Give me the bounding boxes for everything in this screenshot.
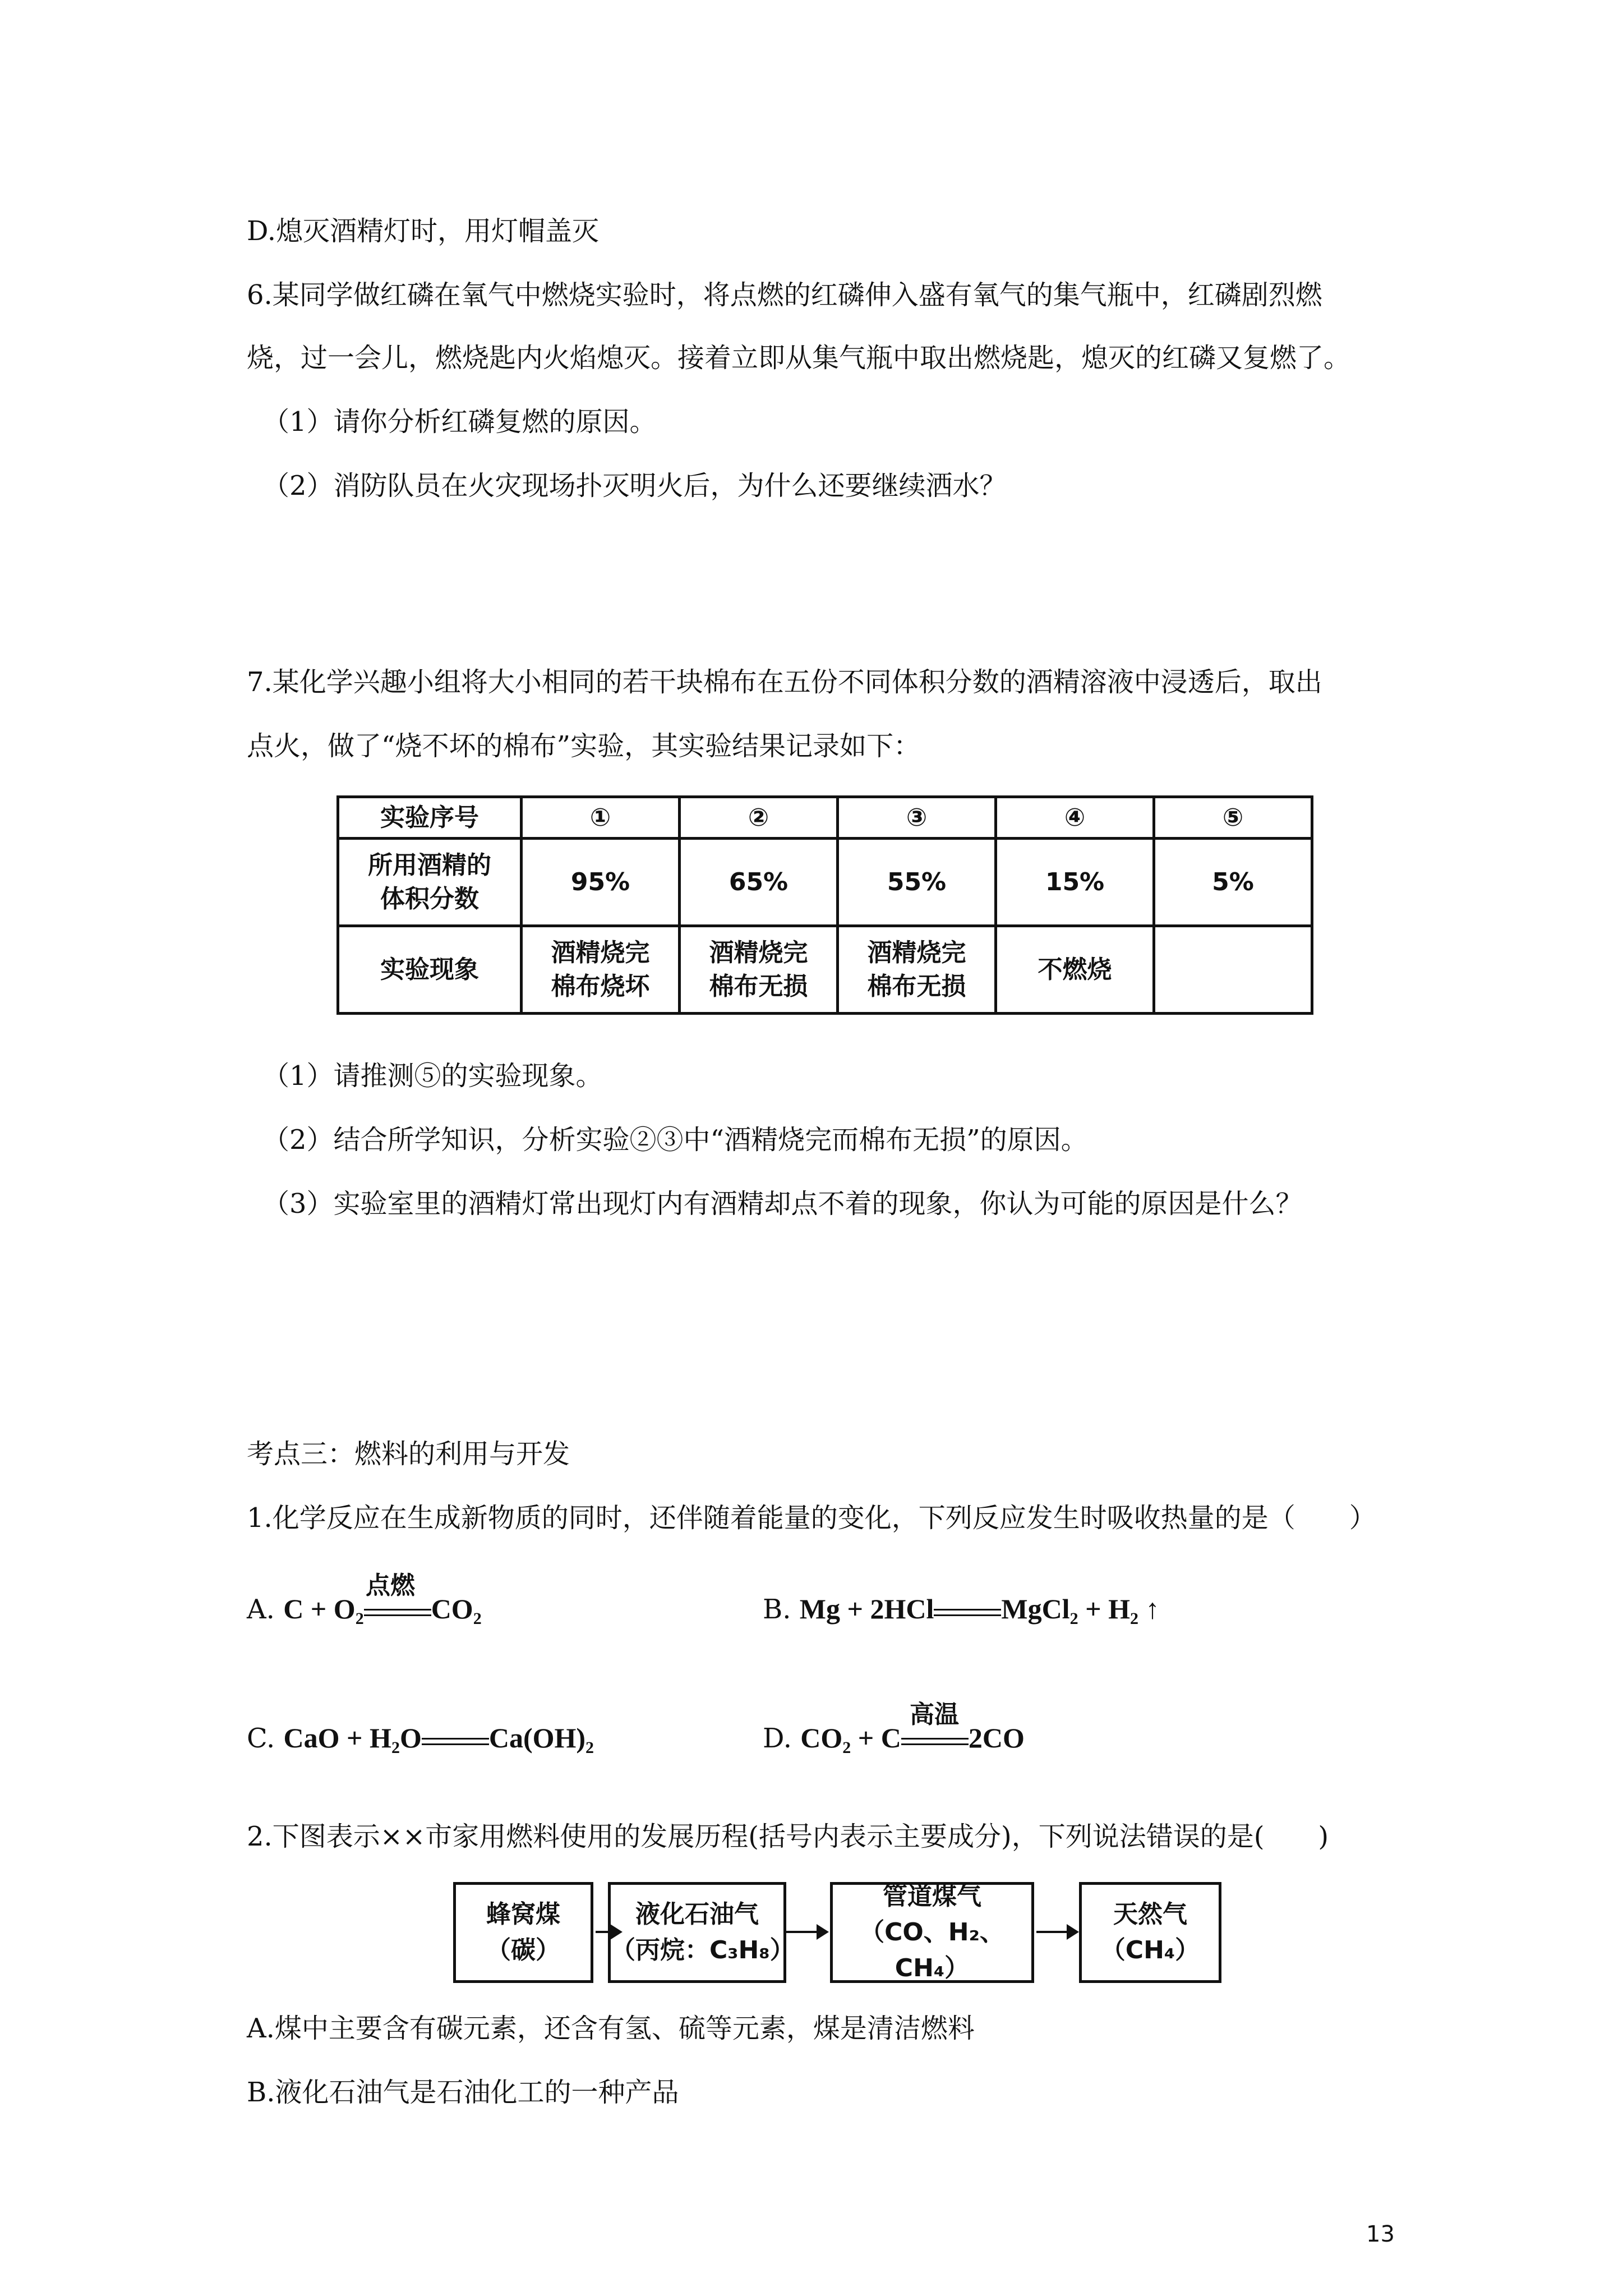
equation-a: $C + O_2$ $CO_2$	[283, 1593, 482, 1628]
flow-box-sub: （CH₄）	[1100, 1936, 1200, 1964]
option-letter: A.	[247, 1594, 275, 1625]
table-header-col: ⑤	[1154, 797, 1312, 839]
option-letter: D.	[763, 1723, 792, 1754]
row-label-line: 体积分数	[380, 884, 479, 913]
s3-q2-option-a: A.煤中主要含有碳元素，还含有氢、硫等元素，煤是清洁燃料	[247, 2013, 975, 2044]
flow-box-sub: （碳）	[486, 1936, 560, 1964]
table-header-col: ④	[996, 797, 1154, 839]
page-number: 13	[1366, 2221, 1395, 2247]
equation-b: Mg + 2HCl MgCl$_2$ + $H_2$ ↑	[799, 1593, 1160, 1628]
condition-label: 高温	[910, 1700, 959, 1729]
arrow-right-icon	[786, 1931, 827, 1933]
arrow-right-icon	[1036, 1931, 1077, 1933]
flow-box-title: 蜂窝煤	[486, 1900, 560, 1929]
double-bar-icon	[901, 1730, 969, 1752]
table-row-label	[338, 839, 522, 926]
s3-q1-stem: 1.化学反应在生成新物质的同时，还伴随着能量的变化，下列反应发生时吸收热量的是（ ）	[247, 1502, 1376, 1534]
q7-sub2: （2）结合所学知识，分析实验②③中“酒精烧完而棉布无损”的原因。	[262, 1124, 1088, 1156]
double-bar-icon	[934, 1601, 1001, 1623]
table-cell	[1154, 926, 1312, 1014]
flow-box-title: 管道煤气	[883, 1882, 981, 1911]
q7-sub3: （3）实验室里的酒精灯常出现灯内有酒精却点不着的现象，你认为可能的原因是什么？	[262, 1188, 1303, 1220]
flow-box-lpg	[608, 1882, 795, 1983]
table-header-label: 实验序号	[338, 797, 522, 839]
option-b	[763, 1592, 1159, 1636]
q6-stem-line1: 6.某同学做红磷在氧气中燃烧实验时，将点燃的红磷伸入盛有氧气的集气瓶中，红磷剧烈燃	[247, 279, 1322, 311]
table-header-col: ③	[838, 797, 996, 839]
table-cell	[680, 926, 838, 1014]
cell-line: 酒精烧完	[551, 938, 650, 967]
q6-stem-line2: 烧，过一会儿，燃烧匙内火焰熄灭。接着立即从集气瓶中取出燃烧匙，熄灭的红磷又复燃了。	[247, 342, 1351, 374]
experiment-table	[336, 795, 1313, 1015]
cell-line: 酒精烧完	[709, 938, 808, 967]
table-cell	[838, 926, 996, 1014]
cell-line: 棉布无损	[867, 972, 966, 1001]
option-d	[763, 1721, 1025, 1765]
table-cell	[522, 926, 680, 1014]
table-cell: 95%	[522, 839, 680, 926]
flow-box-coal	[453, 1882, 593, 1983]
section-heading: 考点三：燃料的利用与开发	[247, 1438, 570, 1470]
table-header-col: ①	[522, 797, 680, 839]
option-letter: C.	[247, 1723, 275, 1754]
double-bar-icon	[422, 1730, 489, 1752]
q6-sub2: （2）消防队员在火灾现场扑灭明火后，为什么还要继续洒水？	[262, 470, 1007, 501]
condition-label: 点燃	[366, 1571, 415, 1600]
equation-c: CaO + $H_2O$ $Ca(OH)_2$	[283, 1722, 594, 1757]
table-cell: 不燃烧	[996, 926, 1154, 1014]
option-letter: B.	[763, 1594, 791, 1625]
q7-stem-line2: 点火，做了“烧不坏的棉布”实验，其实验结果记录如下：	[247, 730, 921, 762]
flow-box-natural-gas	[1079, 1882, 1221, 1983]
cell-line: 棉布烧坏	[551, 972, 650, 1001]
s3-q2-stem: 2.下图表示××市家用燃料使用的发展历程(括号内表示主要成分)，下列说法错误的是( )	[247, 1821, 1329, 1852]
q6-sub1: （1）请你分析红磷复燃的原因。	[262, 406, 657, 438]
row-label-line: 所用酒精的	[368, 850, 491, 880]
flow-box-sub: （丙烷：C₃H₈）	[611, 1936, 795, 1964]
q7-sub1: （1）请推测⑤的实验现象。	[262, 1060, 603, 1092]
flow-box-title: 液化石油气	[635, 1900, 759, 1929]
option-c	[247, 1721, 594, 1765]
flow-box-pipe-gas	[830, 1882, 1034, 1983]
equation-d: $CO_2 + C$ 2CO	[800, 1722, 1025, 1757]
cell-line: 酒精烧完	[867, 938, 966, 967]
table-cell: 65%	[680, 839, 838, 926]
table-row-label: 实验现象	[338, 926, 522, 1014]
table-cell: 5%	[1154, 839, 1312, 926]
q5-option-d: D.熄灭酒精灯时，用灯帽盖灭	[247, 215, 600, 247]
table-header-col: ②	[680, 797, 838, 839]
option-a	[247, 1592, 482, 1636]
cell-line: 棉布无损	[709, 972, 808, 1001]
double-bar-icon	[364, 1601, 431, 1623]
table-cell: 55%	[838, 839, 996, 926]
flow-box-title: 天然气	[1113, 1900, 1187, 1929]
flow-box-sub: （CO、H₂、CH₄）	[860, 1918, 1004, 1982]
q7-stem-line1: 7.某化学兴趣小组将大小相同的若干块棉布在五份不同体积分数的酒精溶液中浸透后，取出	[247, 666, 1322, 698]
table-cell: 15%	[996, 839, 1154, 926]
s3-q2-option-b: B.液化石油气是石油化工的一种产品	[247, 2077, 679, 2108]
